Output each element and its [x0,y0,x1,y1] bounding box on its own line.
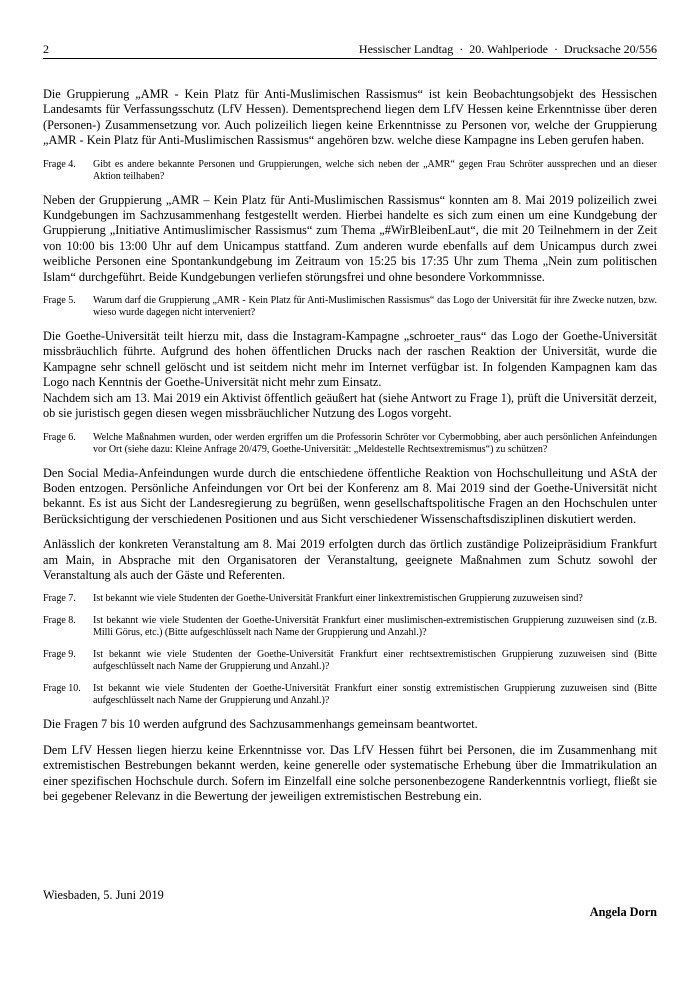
question-text: Ist bekannt wie viele Studenten der Goethe-Universität Frankfurt einer sonstig extremistischen Gruppierung zuzuweisen sind (Bitte aufgeschlüsselt nach Name der Gruppierung und Anzahl.)? [93,683,657,707]
page-number: 2 [43,42,49,56]
question-10 [43,683,657,707]
question-text: Ist bekannt wie viele Studenten der Goethe-Universität Frankfurt einer linkextremistischen Gruppierung zuzuweisen sind? [93,593,583,605]
answer-5-part-2: Nachdem sich am 13. Mai 2019 ein Aktivist öffentlich geäußert hat (siehe Antwort zu Frage 1), prüft die Universität derzeit, ob sie juristisch gegen diesen wegen missbräuchlicher Nutzung des Logos vorgeht. [43,390,657,421]
question-8 [43,615,657,639]
answer-6-part-1: Den Social Media-Anfeindungen wurde durch die entschiedene öffentliche Reaktion von Hochschulleitung und AStA der Boden entzogen. Persönliche Anfeindungen vor Ort bei der Konferenz am 8. Mai 2019 sind der Goethe-Universität nicht bekannt. Es ist aus Sicht der Landesregierung zu begrüßen, wenn gesellschaftspolitische Fragen an den Hochschulen unter Berücksichtigung der verschiedenen Positionen und aus Sicht verschiedener Wissenschaftsdisziplinen diskutiert werden. [43,465,657,526]
answer-4: Neben der Gruppierung „AMR – Kein Platz für Anti-Muslimischen Rassismus“ konnten am 8. Mai 2019 polizeilich zwei Kundgebungen im Sachzusammenhang festgestellt werden. Hierbei handelte es sich zum einen um eine Kundgebung der Gruppierung „Initiative Antimuslimischer Rassismus“ zum Thema „#WirBleibenLaut“, die mit 20 Teilnehmern in der Zeit von 10:00 bis 13:00 Uhr auf dem Unicampus stattfand. Zum anderen wurde ebenfalls auf dem Unicampus durch zwei weibliche Personen eine Spontankundgebung im Zeitraum von 15:25 bis 17:35 Uhr zum Thema „Nein zum politischen Islam“ durchgeführt. Beide Kundgebungen verliefen störungsfrei und ohne besondere Vorkommnisse. [43,192,657,284]
question-text: Gibt es andere bekannte Personen und Gruppierungen, welche sich neben der „AMR“ gegen Frau Schröter aussprechen und an dieser Aktion teilhaben? [93,158,657,182]
place-date: Wiesbaden, 5. Juni 2019 [43,888,164,902]
question-label: Frage 10. [43,683,81,695]
legislative-period: 20. Wahlperiode [469,42,549,56]
document-number: Drucksache 20/556 [564,42,657,56]
question-text: Warum darf die Gruppierung „AMR - Kein Platz für Anti-Muslimischen Rassismus“ das Logo der Universität für ihre Zwecke nutzen, bzw. wieso wurde dagegen nicht interveniert? [93,295,657,319]
publisher: Hessischer Landtag [358,42,454,56]
question-label: Frage 7. [43,593,76,605]
document-body [43,87,657,814]
question-4 [43,159,657,183]
question-6 [43,432,657,456]
answer-7-10: Dem LfV Hessen liegen hierzu keine Erkenntnisse vor. Das LfV Hessen führt bei Personen, die im Zusammenhang mit extremistischen Bestrebungen bekannt werden, keine generelle oder systematische Erhebung über die Immatrikulation an einer spezifischen Hochschule durch. Sofern im Einzelfall eine solche personenbezogene Randerkenntnis vorliegt, fließt sie bei gegebener Relevanz in die Bewertung der jeweiligen extremistischen Bestrebung ein. [43,742,657,803]
question-7 [43,593,657,605]
question-text: Ist bekannt wie viele Studenten der Goethe-Universität Frankfurt einer rechtsextremistischen Gruppierung zuzuweisen sind (Bitte aufgeschlüsselt nach Name der Gruppierung und Anzahl.)? [93,649,657,673]
signature: Angela Dorn [589,905,657,919]
question-label: Frage 8. [43,615,76,627]
header-separator: · [554,42,559,56]
answer-6-part-2: Anlässlich der konkreten Veranstaltung am 8. Mai 2019 erfolgten durch das örtlich zuständige Polizeipräsidium Frankfurt am Main, in Absprache mit den Organisatoren der Veranstaltung, geeignete Maßnahmen zum Schutz sowohl der Veranstaltung als auch der Gäste und Referenten. [43,537,657,582]
page-header [43,42,657,59]
question-label: Frage 6. [43,431,76,443]
header-info [359,42,657,57]
question-label: Frage 5. [43,295,76,307]
answer-5-part-1: Die Goethe-Universität teilt hierzu mit, dass die Instagram-Kampagne „schroeter_raus“ das Logo der Goethe-Universität missbräuchlich führte. Aufgrund des hohen öffentlichen Drucks nach der raschen Reaktion der Universität, wurde die Kampagne sehr schnell gelöscht und ist seitdem nicht mehr im Internet verfügbar ist. In folgenden Kampagnen kam das Logo nach Kenntnis der Goethe-Universität nicht mehr zum Einsatz. [43,329,657,390]
answer-7-10-intro: Die Fragen 7 bis 10 werden aufgrund des Sachzusammenhangs gemeinsam beantwortet. [43,717,478,732]
question-5 [43,295,657,319]
question-text: Ist bekannt wie viele Studenten der Goethe-Universität Frankfurt einer muslimischen-extremistischen Gruppierung zuzuweisen sind (z.B. Milli Görus, etc.) (Bitte aufgeschlüsselt nach Name der Gruppierung und Anzahl.)? [93,615,657,639]
document-footer [43,888,657,920]
question-label: Frage 9. [43,649,76,661]
header-separator: · [459,42,464,56]
question-label: Frage 4. [43,158,76,170]
answer-3: Die Gruppierung „AMR - Kein Platz für Anti-Muslimischen Rassismus“ ist kein Beobachtungsobjekt des Hessischen Landesamts für Verfassungsschutz (LfV Hessen). Dementsprechend liegen dem LfV Hessen keine Erkenntnisse über deren (Personen-) Zusammensetzung vor. Auch polizeilich liegen keine Erkenntnisse zu Personen vor, welche der Gruppierung „AMR - Kein Platz für Anti-Muslimischen Rassismus“ angehören bzw. welche diese Kampagne ins Leben gerufen haben. [43,87,657,148]
question-text: Welche Maßnahmen wurden, oder werden ergriffen um die Professorin Schröter vor Cybermobbing, aber auch persönlichen Anfeindungen vor Ort (siehe dazu: Kleine Anfrage 20/479, Goethe-Universität: „Meldestelle Rechtsextremismus“) zu schützen? [93,431,657,455]
question-9 [43,649,657,673]
